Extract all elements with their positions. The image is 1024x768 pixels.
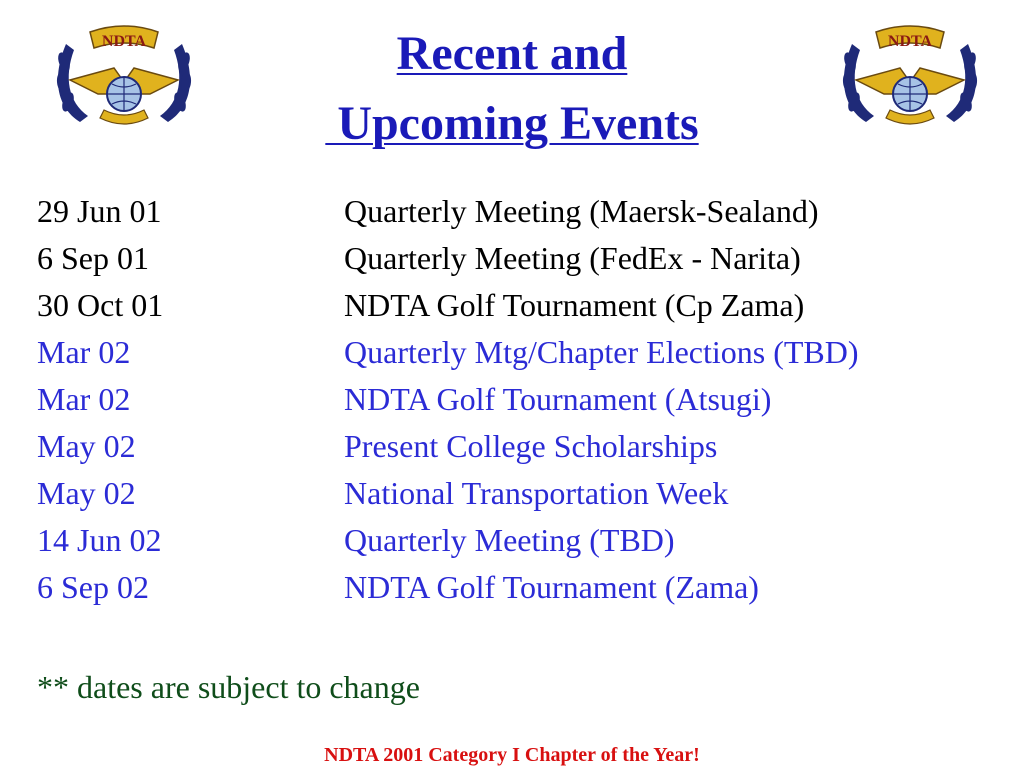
event-description: Quarterly Meeting (FedEx - Narita): [344, 240, 801, 276]
event-description: Present College Scholarships: [344, 428, 718, 464]
event-description: Quarterly Mtg/Chapter Elections (TBD): [344, 334, 859, 370]
event-description: Quarterly Meeting (TBD): [344, 522, 675, 558]
event-row: [0, 424, 1024, 468]
page-title-line-1: Recent and: [396, 27, 628, 80]
event-row: [0, 471, 1024, 515]
event-description: NDTA Golf Tournament (Atsugi): [344, 381, 772, 417]
event-row: [0, 565, 1024, 609]
event-row: [0, 189, 1024, 233]
event-date: 30 Oct 01: [37, 287, 164, 323]
event-row: [0, 377, 1024, 421]
event-description: National Transportation Week: [344, 475, 729, 511]
event-date: Mar 02: [37, 381, 131, 417]
footer-banner: NDTA 2001 Category I Chapter of the Year!: [324, 744, 700, 766]
event-date: 14 Jun 02: [37, 522, 162, 558]
event-date: 29 Jun 01: [37, 193, 162, 229]
event-row: [0, 283, 1024, 327]
logo-text: NDTA: [887, 33, 933, 50]
event-description: NDTA Golf Tournament (Zama): [344, 569, 759, 605]
event-description: Quarterly Meeting (Maersk-Sealand): [344, 193, 819, 229]
event-row: [0, 236, 1024, 280]
event-row: [0, 518, 1024, 562]
event-date: Mar 02: [37, 334, 131, 370]
event-date: May 02: [37, 428, 136, 464]
page-title-line-2: Upcoming Events: [325, 97, 699, 150]
logo-text: NDTA: [101, 33, 147, 50]
dates-note: ** dates are subject to change: [37, 669, 420, 705]
event-row: [0, 330, 1024, 374]
event-date: 6 Sep 01: [37, 240, 149, 276]
event-date: 6 Sep 02: [37, 569, 149, 605]
event-date: May 02: [37, 475, 136, 511]
event-description: NDTA Golf Tournament (Cp Zama): [344, 287, 805, 323]
